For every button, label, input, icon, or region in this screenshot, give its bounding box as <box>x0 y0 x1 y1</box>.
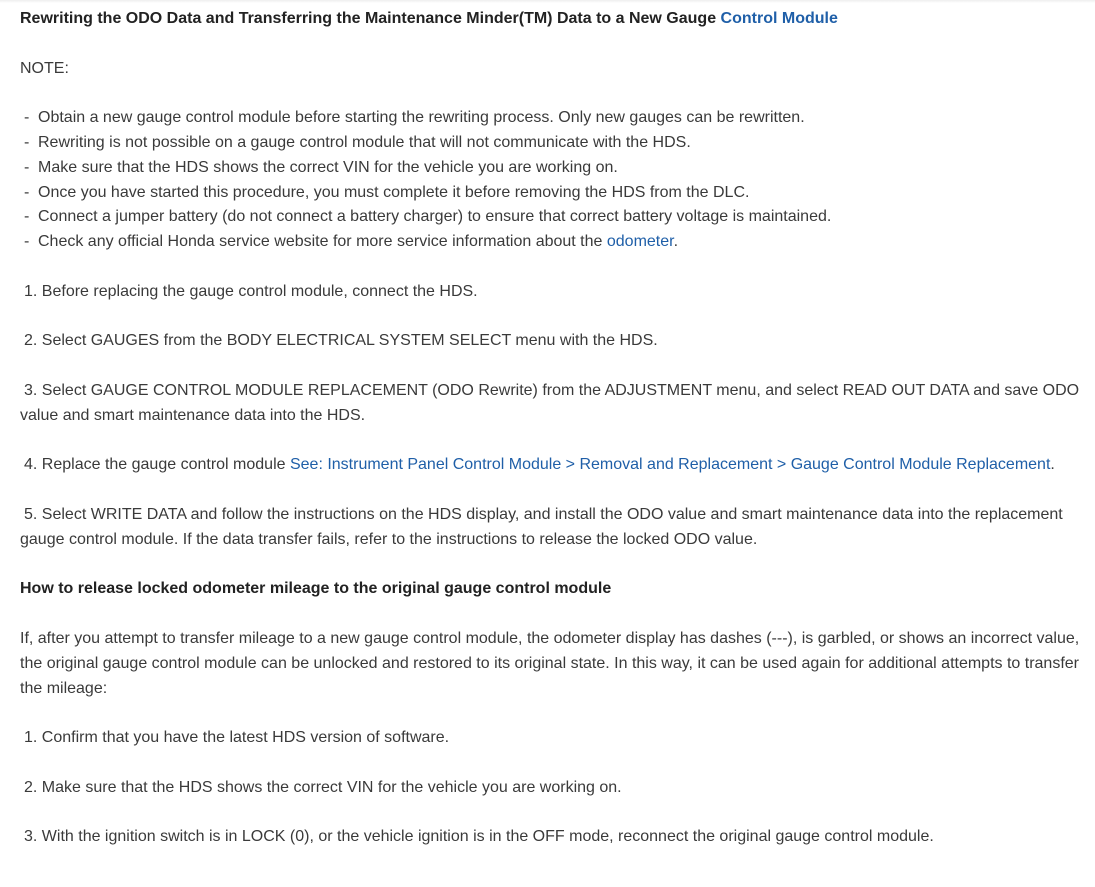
document-body <box>20 7 1080 850</box>
release-intro: If, after you attempt to transfer mileage to a new gauge control module, the odometer display has dashes (---), is garbled, or shows an incorrect value, the original gauge control module can be unlocked and restored to its original state. In this way, it can be used again for additional attempts to transfer the mileage: <box>20 629 1080 697</box>
step-text: Before replacing the gauge control module, connect the HDS. <box>41 282 478 300</box>
note-item: - Obtain a new gauge control module before starting the rewriting process. Only new gauges can be rewritten. <box>24 109 805 127</box>
step-1 <box>20 280 1080 305</box>
step-text: Make sure that the HDS shows the correct VIN for the vehicle you are working on. <box>41 778 622 796</box>
step-number: 4. <box>24 456 38 474</box>
step-after: . <box>1050 456 1055 474</box>
step-5 <box>20 503 1080 553</box>
note-text: Obtain a new gauge control module before starting the rewriting process. Only new gauges can be rewritten. <box>38 109 805 127</box>
step-number: 2. <box>24 332 38 350</box>
step-4 <box>20 453 1080 478</box>
top-shadow <box>0 0 1095 3</box>
step-number: 1. <box>24 282 38 300</box>
step-number: 5. <box>24 505 38 523</box>
step-number: 2. <box>24 778 38 796</box>
note-after: . <box>673 233 679 251</box>
note-item: - Once you have started this procedure, you must complete it before removing the HDS from the DLC. <box>24 183 750 201</box>
note-item: - Check any official Honda service website for more service information about the odometer. <box>24 233 679 251</box>
release-step-2 <box>20 776 1080 801</box>
step-text: Select WRITE DATA and follow the instructions on the HDS display, and install the ODO value and smart maintenance data into the replacement gauge control module. If the data transfer fails, refer to the instructions to release the locked ODO value. <box>20 505 1063 548</box>
step-text: With the ignition switch is in LOCK (0), or the vehicle ignition is in the OFF mode, reconnect the original gauge control module. <box>41 828 934 846</box>
release-step-3 <box>20 825 1080 850</box>
step-number: 3. <box>24 828 38 846</box>
note-text: Connect a jumper battery (do not connect a battery charger) to ensure that correct battery voltage is maintained. <box>38 208 832 226</box>
note-text: Check any official Honda service website for more service information about the <box>38 233 607 251</box>
step-2 <box>20 329 1080 354</box>
page-title-text: Rewriting the ODO Data and Transferring the Maintenance Minder(TM) Data to a New Gauge <box>20 10 721 27</box>
control-module-link[interactable]: Control Module <box>720 10 838 27</box>
note-text: Rewriting is not possible on a gauge control module that will not communicate with the HDS. <box>38 133 691 151</box>
page-title <box>20 7 1080 32</box>
note-text: Once you have started this procedure, you must complete it before removing the HDS from the DLC. <box>38 183 750 201</box>
step-text: Select GAUGES from the BODY ELECTRICAL SYSTEM SELECT menu with the HDS. <box>41 332 658 350</box>
note-item: - Connect a jumper battery (do not connect a battery charger) to ensure that correct battery voltage is maintained. <box>24 208 832 226</box>
step-number: 3. <box>24 381 38 399</box>
step-3 <box>20 379 1080 429</box>
note-item: - Rewriting is not possible on a gauge control module that will not communicate with the HDS. <box>24 133 691 151</box>
step-text: Confirm that you have the latest HDS version of software. <box>41 729 450 747</box>
note-item: - Make sure that the HDS shows the correct VIN for the vehicle you are working on. <box>24 158 618 176</box>
release-heading: How to release locked odometer mileage to the original gauge control module <box>20 580 612 598</box>
release-step-1 <box>20 726 1080 751</box>
step-text: Replace the gauge control module <box>41 456 290 474</box>
gauge-replacement-link[interactable]: See: Instrument Panel Control Module > Removal and Replacement > Gauge Control Module Replacement <box>289 456 1051 474</box>
odometer-link[interactable]: odometer <box>606 233 674 251</box>
step-number: 1. <box>24 729 38 747</box>
note-label: NOTE: <box>20 59 69 77</box>
note-list <box>20 106 1080 255</box>
note-text: Make sure that the HDS shows the correct VIN for the vehicle you are working on. <box>38 158 618 176</box>
step-text: Select GAUGE CONTROL MODULE REPLACEMENT (ODO Rewrite) from the ADJUSTMENT menu, and select READ OUT DATA and save ODO value and smart maintenance data into the HDS. <box>20 381 1080 424</box>
